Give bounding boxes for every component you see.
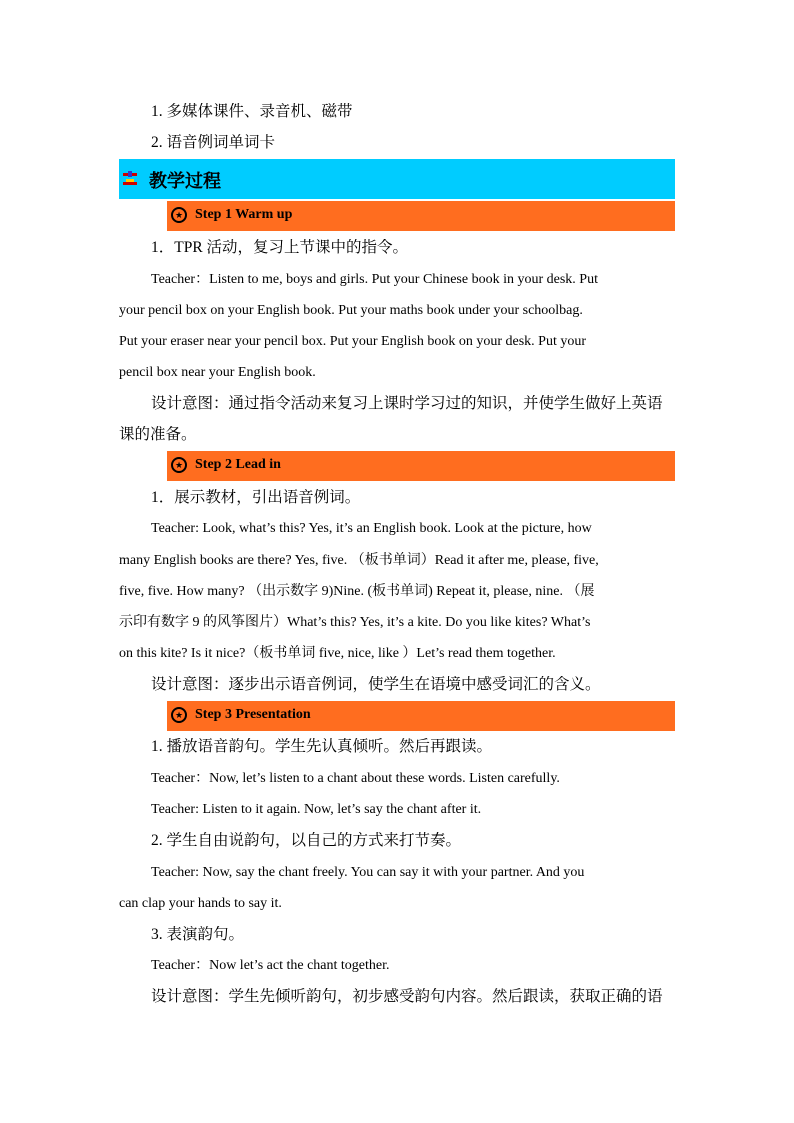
step-2-line-2: many English books are there? Yes, five. （板书单词）Read it after me, please, five, — [119, 553, 599, 568]
step-1-label: Step 1 Warm up — [195, 207, 293, 222]
step-3-item-2-line-1: Teacher: Now, say the chant freely. You can say it with your partner. And you — [151, 865, 585, 880]
step-3-item-3-line-1: Teacher：Now let’s act the chant together. — [151, 958, 390, 973]
materials-item-1: 1. 多媒体课件、录音机、磁带 — [151, 103, 353, 120]
step-3-item-3: 3. 表演韵句。 — [151, 926, 245, 943]
step-1-line-3: Put your eraser near your pencil box. Put your English book on your desk. Put your — [119, 334, 586, 349]
step-3-label: Step 3 Presentation — [195, 707, 311, 722]
step-2-line-5: on this kite? Is it nice?（板书单词 five, nice, like ）Let’s read them together. — [119, 646, 556, 661]
step-2-line-3: five, five. How many? （出示数字 9)Nine. (板书单词) Repeat it, please, nine. （展 — [119, 584, 595, 599]
step-1-intent-1: 设计意图：通过指令活动来复习上课时学习过的知识，并使学生做好上英语 — [151, 395, 663, 412]
step-2-header — [167, 451, 675, 481]
step-3-item-2: 2. 学生自由说韵句，以自己的方式来打节奏。 — [151, 832, 462, 849]
step-1-line-1: Teacher：Listen to me, boys and girls. Put your Chinese book in your desk. Put — [151, 272, 598, 287]
step-1-header — [167, 201, 675, 231]
section-title: 教学过程 — [149, 171, 221, 192]
step-3-intent-1: 设计意图：学生先倾听韵句，初步感受韵句内容。然后跟读，获取正确的语 — [151, 988, 663, 1005]
materials-item-2: 2. 语音例词单词卡 — [151, 134, 276, 151]
step-2-line-1: Teacher: Look, what’s this? Yes, it’s an English book. Look at the picture, how — [151, 521, 592, 536]
star-icon: ★ — [171, 207, 187, 223]
step-3-header — [167, 701, 675, 731]
step-1-line-4: pencil box near your English book. — [119, 365, 316, 380]
step-2-label: Step 2 Lead in — [195, 457, 281, 472]
step-3-item-1-line-1: Teacher：Now, let’s listen to a chant about these words. Listen carefully. — [151, 771, 560, 786]
step-2-intent-1: 设计意图：逐步出示语音例词，使学生在语境中感受词汇的含义。 — [151, 676, 601, 693]
step-2-line-4: 示印有数字 9 的风筝图片）What’s this? Yes, it’s a kite. Do you like kites? What’s — [119, 615, 591, 630]
step-1-line-2: your pencil box on your English book. Put your maths book under your schoolbag. — [119, 303, 583, 318]
step-1-intent-2: 课的准备。 — [119, 426, 197, 443]
stacked-bars-icon — [123, 171, 137, 185]
section-header-teaching-process — [119, 159, 675, 199]
star-icon: ★ — [171, 707, 187, 723]
step-3-item-2-line-2: can clap your hands to say it. — [119, 896, 282, 911]
star-icon: ★ — [171, 457, 187, 473]
step-2-item: 1．展示教材，引出语音例词。 — [151, 489, 361, 506]
step-1-item: 1．TPR 活动，复习上节课中的指令。 — [151, 239, 409, 256]
step-3-item-1: 1. 播放语音韵句。学生先认真倾听。然后再跟读。 — [151, 738, 493, 755]
step-3-item-1-line-2: Teacher: Listen to it again. Now, let’s say the chant after it. — [151, 802, 482, 817]
